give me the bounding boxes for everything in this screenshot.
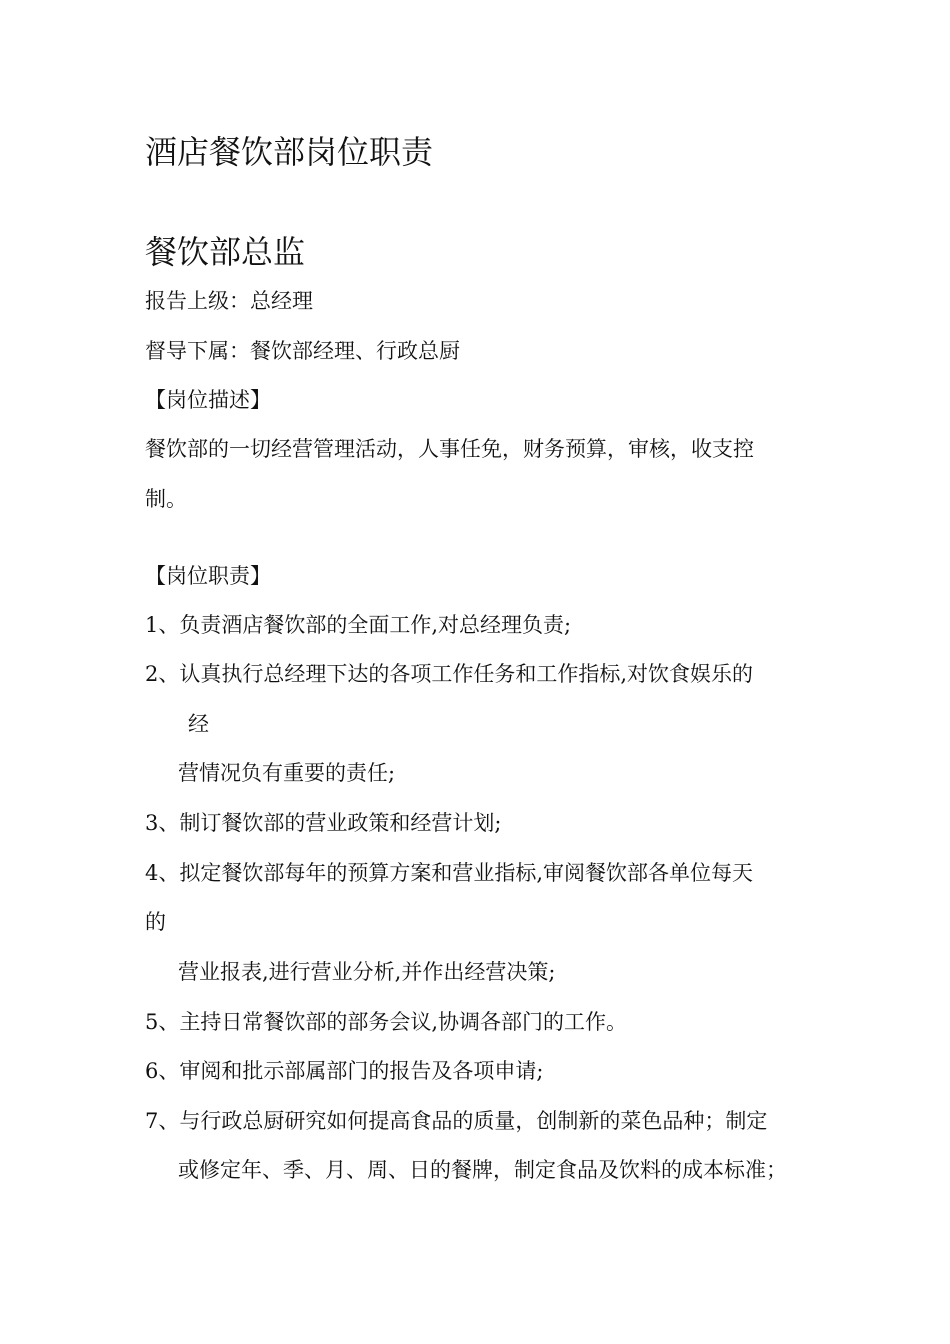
document-title: 酒店餐饮部岗位职责 (145, 133, 434, 171)
duty-line: 或修定年、季、月、周、日的餐牌，制定食品及饮料的成本标准； (178, 1158, 787, 1182)
duty-line: 营业报表,进行营业分析,并作出经营决策; (178, 960, 556, 984)
supervise-line: 督导下属：餐饮部经理、行政总厨 (145, 339, 460, 363)
duty-line: 经 (188, 712, 209, 736)
duties-heading: 【岗位职责】 (145, 564, 271, 588)
report-to-line: 报告上级：总经理 (145, 289, 313, 313)
duty-line: 4、拟定餐饮部每年的预算方案和营业指标,审阅餐饮部各单位每天 (145, 861, 754, 885)
duty-line: 3、制订餐饮部的营业政策和经营计划; (145, 811, 502, 835)
duty-line: 7、与行政总厨研究如何提高食品的质量，创制新的菜色品种；制定 (145, 1109, 768, 1133)
duty-line: 5、主持日常餐饮部的部务会议,协调各部门的工作。 (145, 1010, 628, 1034)
duty-line: 2、认真执行总经理下达的各项工作任务和工作指标,对饮食娱乐的 (145, 662, 754, 686)
duty-line: 6、审阅和批示部属部门的报告及各项申请; (145, 1059, 544, 1083)
section-title: 餐饮部总监 (145, 233, 306, 271)
duty-line: 的 (145, 910, 166, 934)
duty-line: 1、负责酒店餐饮部的全面工作,对总经理负责; (145, 613, 572, 637)
description-line: 制。 (145, 487, 187, 511)
description-line: 餐饮部的一切经营管理活动，人事任免，财务预算，审核，收支控 (145, 437, 754, 461)
description-heading: 【岗位描述】 (145, 388, 271, 412)
duty-line: 营情况负有重要的责任; (178, 761, 396, 785)
